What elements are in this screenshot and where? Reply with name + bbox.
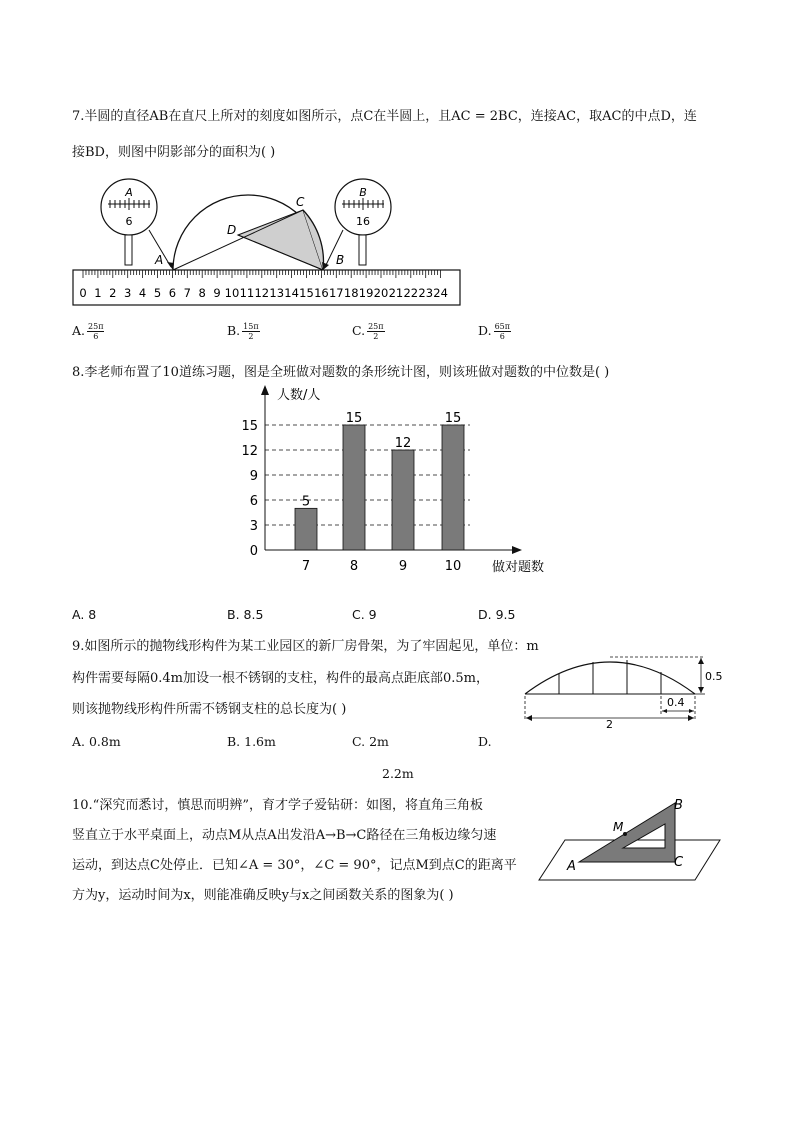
- y-tick-label: 6: [249, 494, 258, 509]
- q10-line2: 竖直立于水平桌面上，动点M从点A出发沿A→B→C路径在三角板边缘匀速: [72, 828, 497, 843]
- ruler-number: 5: [153, 286, 162, 300]
- y-tick-label: 0: [249, 544, 258, 559]
- q9-option-d: D.: [478, 734, 492, 749]
- q9-line1: 9.如图所示的抛物线形构件为某工业园区的新厂房骨架，为了牢固起见，单位：m: [72, 639, 539, 654]
- mag-a-letter: A: [125, 186, 133, 199]
- ruler-number: 24: [433, 286, 448, 300]
- ruler-number: 23: [418, 286, 434, 300]
- point-c-label-q10: C: [674, 855, 684, 870]
- q7-line1: 7.半圆的直径AB在直尺上所对的刻度如图所示，点C在半圆上，且AC = 2BC，连接AC，取AC的中点D，连: [72, 109, 697, 124]
- point-b-label-q10: B: [674, 798, 683, 813]
- gap-label: 0.4: [667, 696, 685, 709]
- ruler-number: 21: [388, 286, 404, 300]
- point-a-label-q10: A: [567, 859, 576, 874]
- q8-option-a: A. 8: [72, 607, 97, 622]
- y-axis-title: 人数/人: [277, 388, 321, 403]
- q7-option-c: C. $\frac{25\pi}{2}$: [352, 322, 384, 341]
- q8-option-c: C. 9: [352, 607, 377, 622]
- ruler-number: 22: [403, 286, 419, 300]
- x-axis-title: 做对题数: [492, 560, 545, 575]
- q9-option-a: A. 0.8m: [72, 734, 121, 749]
- q9-figure: [515, 648, 730, 730]
- x-tick-label: 7: [301, 559, 311, 574]
- bar: [392, 450, 414, 550]
- mag-b-number: 16: [356, 215, 370, 228]
- parabola: [525, 662, 695, 694]
- q8-bar-chart: [230, 383, 560, 583]
- ruler-number: 8: [198, 286, 206, 300]
- q9-line2: 构件需要每隔0.4m加设一根不锈钢的支柱，构件的最高点距底部0.5m，: [72, 671, 490, 686]
- mag-a-number: 6: [125, 215, 133, 228]
- x-tick-label: 8: [349, 559, 359, 574]
- point-b-label: B: [336, 253, 345, 267]
- q10-line3: 运动，到达点C处停止．已知∠A = 30°，∠C = 90°，记点M到点C的距离平: [72, 858, 517, 873]
- bar-value-label: 12: [394, 436, 412, 451]
- bar: [343, 425, 365, 550]
- ruler-number: 17: [328, 286, 344, 300]
- ruler-number: 6: [168, 286, 177, 300]
- ruler-number: 20: [373, 286, 389, 300]
- ruler-number: 4: [138, 286, 147, 300]
- q7-line2: 接BD，则图中阴影部分的面积为( ): [72, 145, 276, 160]
- span-label: 2: [606, 718, 613, 730]
- point-m-label: M: [613, 820, 624, 834]
- ruler-number: 10: [224, 286, 240, 300]
- ruler-number: 11: [239, 286, 255, 300]
- bar: [442, 425, 464, 550]
- set-square: [579, 803, 675, 862]
- q8-option-d: D. 9.5: [478, 607, 516, 622]
- ruler-number: 16: [314, 286, 329, 300]
- ruler-number: 14: [284, 286, 299, 300]
- q9-option-d-value: 2.2m: [382, 766, 414, 781]
- y-tick-label: 3: [249, 519, 258, 534]
- height-label: 0.5: [705, 670, 723, 683]
- ruler-number: 7: [183, 286, 191, 300]
- ruler-number: 3: [124, 286, 132, 300]
- point-a-label: A: [155, 253, 164, 267]
- bar: [295, 508, 317, 550]
- q7-option-a: A. $\frac{25\pi}{6}$: [72, 322, 104, 341]
- y-tick-label: 12: [241, 444, 258, 459]
- q8-text: 8.李老师布置了10道练习题，图是全班做对题数的条形统计图，则该班做对题数的中位数是( ): [72, 365, 610, 380]
- q8-option-b: B. 8.5: [227, 607, 264, 622]
- ruler-number: 18: [343, 286, 359, 300]
- ruler-number: 2: [109, 286, 117, 300]
- q7-option-b: B. $\frac{15\pi}{2}$: [227, 322, 259, 341]
- q10-line1: 10.“深究而悉讨，慎思而明辨”，育才学子爱钻研：如图，将直角三角板: [72, 798, 483, 813]
- q10-line4: 方为y，运动时间为x，则能准确反映y与x之间函数关系的图象为( ): [72, 888, 454, 903]
- ruler-number: 9: [213, 286, 221, 300]
- ruler-number: 13: [269, 286, 285, 300]
- y-tick-label: 15: [241, 419, 258, 434]
- q9-option-c: C. 2m: [352, 734, 389, 749]
- ruler-number: 0: [79, 286, 87, 300]
- point-c-label: C: [296, 195, 305, 209]
- q10-figure: [535, 790, 725, 886]
- point-d-label: D: [227, 223, 237, 237]
- q9-line3: 则该抛物线形构件所需不锈钢支柱的总长度为( ): [72, 702, 347, 717]
- q7-figure: [70, 172, 465, 308]
- q7-option-d: D. $\frac{65\pi}{6}$: [478, 322, 510, 341]
- bar-value-label: 5: [301, 494, 311, 510]
- y-tick-label: 9: [249, 469, 258, 484]
- mag-b-letter: B: [359, 186, 367, 199]
- x-tick-label: 9: [398, 559, 408, 574]
- q9-option-b: B. 1.6m: [227, 734, 276, 749]
- ruler-number: 19: [358, 286, 374, 300]
- bar-value-label: 15: [345, 411, 363, 426]
- ruler-number: 1: [94, 286, 102, 300]
- ruler-number: 15: [299, 286, 314, 300]
- x-tick-label: 10: [444, 559, 462, 574]
- bar-value-label: 15: [444, 411, 462, 426]
- ruler-number: 12: [254, 286, 270, 300]
